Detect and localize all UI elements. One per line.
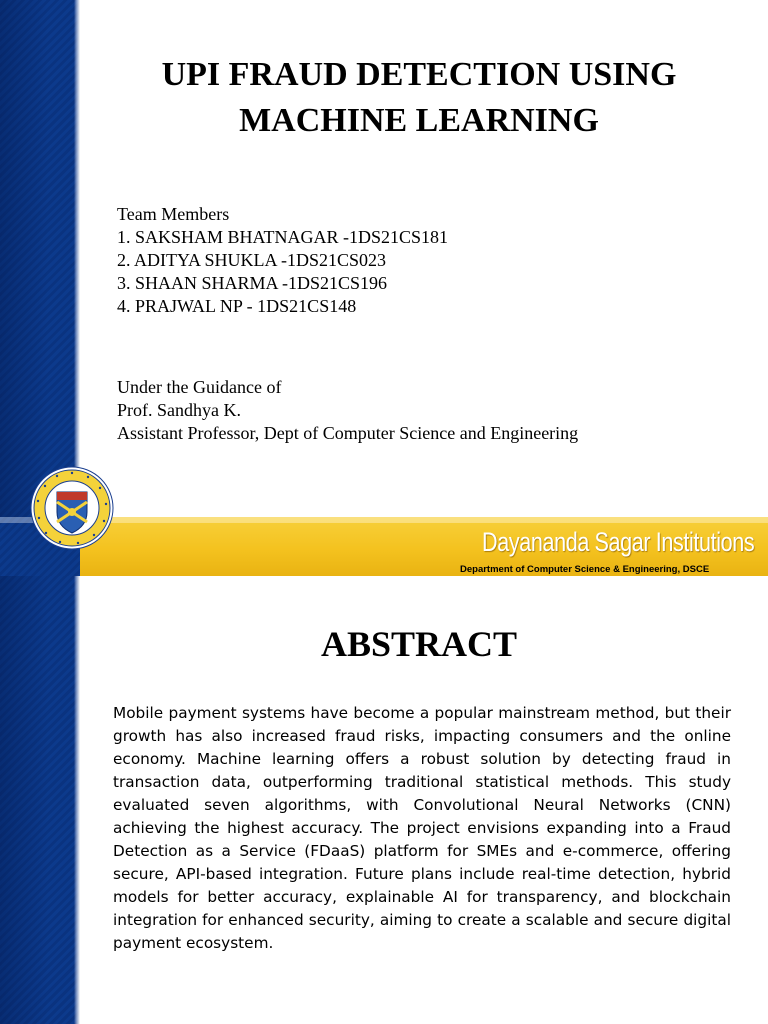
team-member: 2. ADITYA SHUKLA -1DS21CS023 xyxy=(117,250,387,270)
team-member: 3. SHAAN SHARMA -1DS21CS196 xyxy=(117,273,388,293)
side-band xyxy=(0,576,80,1024)
department-name: Department of Computer Science & Engineering, DSCE xyxy=(460,564,710,575)
team-heading: Team Members xyxy=(117,204,230,224)
guidance-heading: Under the Guidance of xyxy=(117,377,282,397)
abstract-title: ABSTRACT xyxy=(320,624,518,664)
team-member: 4. PRAJWAL NP - 1DS21CS148 xyxy=(117,296,357,316)
institution-footer xyxy=(0,517,768,576)
guide-title: Assistant Professor, Dept of Computer Science and Engineering xyxy=(117,423,579,443)
institution-name: Dayananda Sagar Institutions xyxy=(481,527,754,557)
institution-crest-icon xyxy=(30,466,114,550)
abstract-body: Mobile payment systems have become a popular mainstream method, but their growth has also increased fraud risks, impacting consumers and the online economy. Machine learning offers a robust solution by detecting fraud in transaction data, outperforming traditional statistical methods. This study evaluated seven algorithms, with Convolutional Neural Networks (CNN) achieving the highest accuracy. The project envisions expanding into a Fraud Detection as a Service (FDaaS) platform for SMEs and e-commerce, offering secure, API-based integration. Future plans include real-time detection, hybrid models for better accuracy, explainable AI for transparency, and blockchain integration for enhanced security, aiming to create a scalable and secure digital payment ecosystem. xyxy=(113,704,731,952)
slide-title: UPI FRAUD DETECTION USING MACHINE LEARNING xyxy=(161,56,677,139)
guide-name: Prof. Sandhya K. xyxy=(117,400,241,420)
guidance-block xyxy=(117,376,578,445)
team-member: 1. SAKSHAM BHATNAGAR -1DS21CS181 xyxy=(117,227,449,247)
team-members-block xyxy=(117,203,448,318)
